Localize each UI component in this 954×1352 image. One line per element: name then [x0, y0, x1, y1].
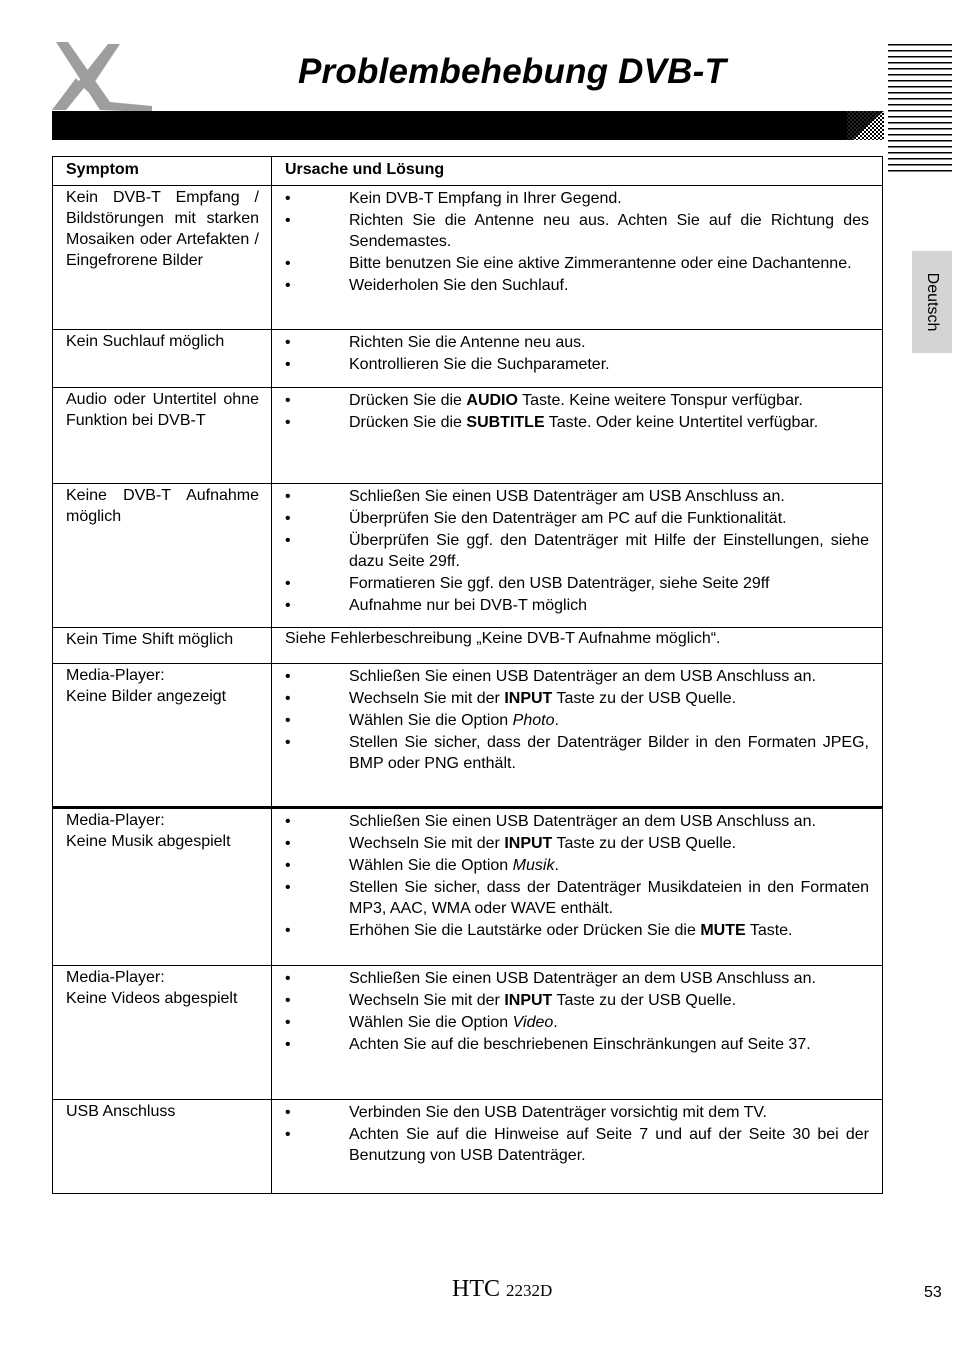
- list-item: [285, 530, 869, 572]
- table-row: [53, 388, 883, 484]
- item-text: Formatieren Sie ggf. den USB Datenträger, siehe Seite 29ff: [349, 575, 770, 592]
- list-item: [285, 855, 869, 876]
- cause-cell: [272, 1100, 883, 1194]
- cause-cell: [272, 484, 883, 628]
- footer-brand: [452, 1276, 552, 1303]
- bullet-icon: •: [285, 668, 291, 685]
- list-item: [285, 710, 869, 731]
- bold-keyword: AUDIO: [466, 392, 518, 409]
- item-text: Überprüfen Sie ggf. den Datenträger mit Hilfe der Einstellungen, siehe dazu Seite 29ff.: [349, 532, 869, 570]
- italic-term: Photo: [512, 712, 555, 729]
- list-item: [285, 833, 869, 854]
- item-text: .: [554, 712, 559, 729]
- table-row: [53, 1100, 883, 1194]
- item-text: Taste.: [745, 922, 793, 939]
- item-text: Drücken Sie die: [349, 392, 467, 409]
- item-text: Stellen Sie sicher, dass der Datenträger Bilder in den Formaten JPEG, BMP oder PNG enthält.: [349, 734, 869, 772]
- list-item: [285, 688, 869, 709]
- item-text: Taste. Oder keine Untertitel verfügbar.: [544, 414, 819, 431]
- cause-cell: [272, 388, 883, 484]
- list-item: [285, 275, 869, 296]
- symptom-cell: Keine DVB-T Aufnahme möglich: [53, 484, 272, 628]
- item-text: Achten Sie auf die Hinweise auf Seite 7 und auf der Seite 30 bei der Benutzung von USB Datenträger.: [349, 1126, 869, 1164]
- list-item: [285, 210, 869, 252]
- title-bar: [52, 111, 884, 140]
- list-item: [285, 877, 869, 919]
- bullet-icon: •: [285, 212, 291, 229]
- solution-list: [285, 486, 869, 616]
- list-item: [285, 1102, 869, 1123]
- solution-list: [285, 968, 869, 1055]
- symptom-cell: Kein Suchlauf möglich: [53, 330, 272, 388]
- item-text: Wechseln Sie mit der: [349, 992, 505, 1009]
- item-text: .: [554, 857, 559, 874]
- cause-cell: [272, 808, 883, 966]
- bullet-icon: •: [285, 575, 291, 592]
- item-text: Achten Sie auf die beschriebenen Einschränkungen auf Seite 37.: [349, 1036, 811, 1053]
- list-item: [285, 188, 869, 209]
- item-text: Wechseln Sie mit der: [349, 690, 505, 707]
- item-text: Stellen Sie sicher, dass der Datenträger Musikdateien in den Formaten MP3, AAC, WMA oder WAVE enthält.: [349, 879, 869, 917]
- table-row: [53, 628, 883, 664]
- bullet-icon: •: [285, 734, 291, 751]
- bullet-icon: •: [285, 992, 291, 1009]
- solution-list: [285, 666, 869, 774]
- table-row: [53, 808, 883, 966]
- symptom-cell: Kein Time Shift möglich: [53, 628, 272, 664]
- bullet-icon: •: [285, 690, 291, 707]
- table-row: [53, 484, 883, 628]
- item-text: Taste zu der USB Quelle.: [552, 690, 737, 707]
- item-text: Taste. Keine weitere Tonspur verfügbar.: [517, 392, 803, 409]
- item-text: Schließen Sie einen USB Datenträger an dem USB Anschluss an.: [349, 813, 816, 830]
- list-item: [285, 811, 869, 832]
- solution-list: [285, 390, 869, 433]
- bullet-icon: •: [285, 510, 291, 527]
- item-text: Bitte benutzen Sie eine aktive Zimmerantenne oder eine Dachantenne.: [349, 255, 852, 272]
- cause-cell: [272, 186, 883, 330]
- language-tab: [912, 251, 952, 353]
- symptom-cell: Media-Player: Keine Musik abgespielt: [53, 808, 272, 966]
- bold-keyword: INPUT: [504, 992, 553, 1009]
- item-text: Richten Sie die Antenne neu aus.: [349, 334, 586, 351]
- list-item: [285, 1124, 869, 1166]
- bold-keyword: SUBTITLE: [466, 414, 545, 431]
- bullet-icon: •: [285, 813, 291, 830]
- list-item: [285, 573, 869, 594]
- list-item: [285, 1012, 869, 1033]
- bold-keyword: INPUT: [504, 835, 553, 852]
- item-text: Überprüfen Sie den Datenträger am PC auf die Funktionalität.: [349, 510, 787, 527]
- bullet-icon: •: [285, 835, 291, 852]
- cause-cell: [272, 330, 883, 388]
- symptom-cell: Media-Player: Keine Bilder angezeigt: [53, 664, 272, 808]
- model-number: 2232D: [506, 1281, 553, 1300]
- bullet-icon: •: [285, 879, 291, 896]
- bullet-icon: •: [285, 857, 291, 874]
- brand-name: HTC: [452, 1276, 500, 1302]
- list-item: [285, 354, 869, 375]
- table-body: [53, 186, 883, 1194]
- table-row: [53, 664, 883, 808]
- bullet-icon: •: [285, 532, 291, 549]
- item-text: Weiderholen Sie den Suchlauf.: [349, 277, 569, 294]
- cause-cell: [272, 664, 883, 808]
- bold-keyword: INPUT: [504, 690, 553, 707]
- item-text: Schließen Sie einen USB Datenträger an dem USB Anschluss an.: [349, 970, 816, 987]
- bullet-icon: •: [285, 712, 291, 729]
- item-text: Schließen Sie einen USB Datenträger an dem USB Anschluss an.: [349, 668, 816, 685]
- bullet-icon: •: [285, 922, 291, 939]
- page-number: 53: [924, 1284, 942, 1301]
- language-tab-label: Deutsch: [924, 272, 941, 332]
- column-header-cause: Ursache und Lösung: [272, 157, 883, 186]
- solution-list: [285, 811, 869, 941]
- table-row: [53, 330, 883, 388]
- solution-list: [285, 188, 869, 296]
- item-text: Richten Sie die Antenne neu aus. Achten Sie auf die Richtung des Sendemastes.: [349, 212, 869, 250]
- side-stripes-decoration: [888, 44, 952, 174]
- item-text: Wählen Sie die Option: [349, 857, 513, 874]
- column-header-symptom: Symptom: [53, 157, 272, 186]
- list-item: [285, 968, 869, 989]
- solution-list: [285, 332, 869, 375]
- item-text: Drücken Sie die: [349, 414, 467, 431]
- bullet-icon: •: [285, 356, 291, 373]
- item-text: Aufnahme nur bei DVB-T möglich: [349, 597, 588, 614]
- cause-cell: Siehe Fehlerbeschreibung „Keine DVB-T Aufnahme möglich“.: [272, 628, 883, 664]
- bullet-icon: •: [285, 190, 291, 207]
- item-text: Erhöhen Sie die Lautstärke oder Drücken Sie die: [349, 922, 701, 939]
- bullet-icon: •: [285, 334, 291, 351]
- brand-logo-icon: [48, 40, 152, 114]
- table-header-row: [53, 157, 883, 186]
- list-item: [285, 332, 869, 353]
- list-item: [285, 920, 869, 941]
- bullet-icon: •: [285, 277, 291, 294]
- bullet-icon: •: [285, 488, 291, 505]
- solution-list: [285, 1102, 869, 1166]
- troubleshooting-table: [52, 156, 883, 1194]
- list-item: [285, 595, 869, 616]
- item-text: Kontrollieren Sie die Suchparameter.: [349, 356, 610, 373]
- list-item: [285, 390, 869, 411]
- list-item: [285, 486, 869, 507]
- bullet-icon: •: [285, 392, 291, 409]
- list-item: [285, 666, 869, 687]
- item-text: .: [553, 1014, 558, 1031]
- bullet-icon: •: [285, 1014, 291, 1031]
- list-item: [285, 253, 869, 274]
- italic-term: Musik: [512, 857, 555, 874]
- item-text: Taste zu der USB Quelle.: [552, 992, 737, 1009]
- bullet-icon: •: [285, 1036, 291, 1053]
- list-item: [285, 508, 869, 529]
- list-item: [285, 412, 869, 433]
- item-text: Taste zu der USB Quelle.: [552, 835, 737, 852]
- bullet-icon: •: [285, 1126, 291, 1143]
- bullet-icon: •: [285, 255, 291, 272]
- item-text: Wählen Sie die Option: [349, 712, 513, 729]
- item-text: Wählen Sie die Option: [349, 1014, 513, 1031]
- item-text: Verbinden Sie den USB Datenträger vorsichtig mit dem TV.: [349, 1104, 767, 1121]
- item-text: Schließen Sie einen USB Datenträger am USB Anschluss an.: [349, 488, 785, 505]
- symptom-cell: Audio oder Untertitel ohne Funktion bei DVB-T: [53, 388, 272, 484]
- item-text: Kein DVB-T Empfang in Ihrer Gegend.: [349, 190, 622, 207]
- table-row: [53, 186, 883, 330]
- list-item: [285, 990, 869, 1011]
- bold-keyword: MUTE: [700, 922, 746, 939]
- bullet-icon: •: [285, 1104, 291, 1121]
- cause-cell: [272, 966, 883, 1100]
- bullet-icon: •: [285, 970, 291, 987]
- list-item: [285, 1034, 869, 1055]
- table-row: [53, 966, 883, 1100]
- italic-term: Video: [512, 1014, 554, 1031]
- bullet-icon: •: [285, 414, 291, 431]
- symptom-cell: USB Anschluss: [53, 1100, 272, 1194]
- list-item: [285, 732, 869, 774]
- symptom-cell: Kein DVB-T Empfang / Bildstörungen mit starken Mosaiken oder Artefakten / Eingefrorene Bilder: [53, 186, 272, 330]
- page-title: Problembehebung DVB-T: [298, 52, 727, 91]
- symptom-cell: Media-Player: Keine Videos abgespielt: [53, 966, 272, 1100]
- bullet-icon: •: [285, 597, 291, 614]
- item-text: Wechseln Sie mit der: [349, 835, 505, 852]
